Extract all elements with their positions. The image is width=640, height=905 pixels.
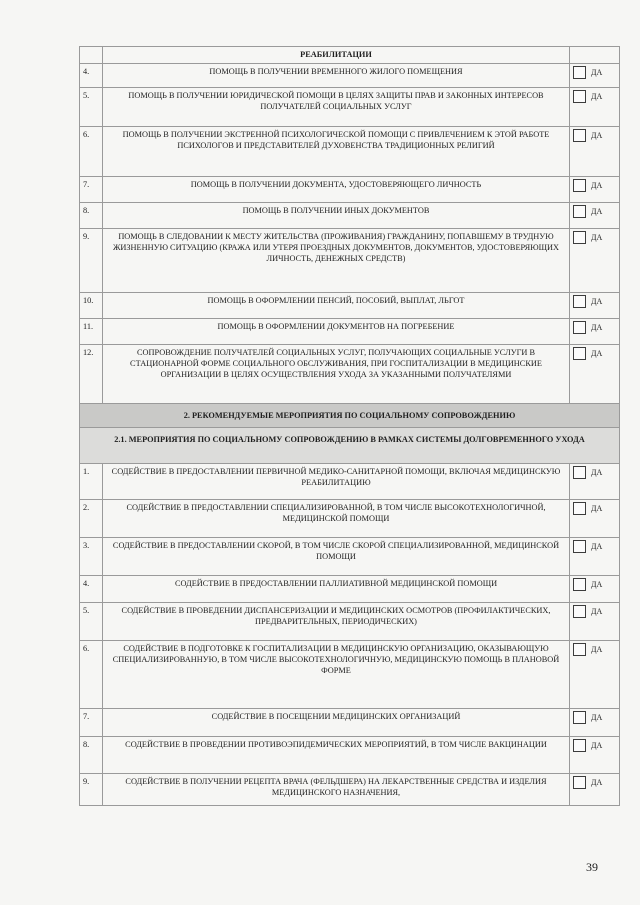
checkbox-cell [570,177,620,203]
table-row [80,64,620,88]
checkbox-cell [570,576,620,603]
checkbox-cell [570,47,620,64]
yes-label: ДА [591,713,603,722]
row-number: 4. [80,64,103,88]
yes-checkbox[interactable] [573,321,586,334]
row-text: ПОМОЩЬ В ПОЛУЧЕНИИ ДОКУМЕНТА, УДОСТОВЕРЯЮЩЕГО ЛИЧНОСТЬ [103,177,570,203]
row-text: ПОМОЩЬ В ОФОРМЛЕНИИ ПЕНСИЙ, ПОСОБИЙ, ВЫПЛАТ, ЛЬГОТ [103,293,570,319]
yes-label: ДА [591,233,603,242]
checkbox-cell [570,319,620,345]
row-number: 8. [80,203,103,229]
table-row [80,709,620,737]
table-row [80,576,620,603]
yes-label: ДА [591,468,603,477]
yes-checkbox[interactable] [573,205,586,218]
checkbox-cell [570,229,620,293]
yes-label: ДА [591,207,603,216]
table-row [80,641,620,709]
row-number: 11. [80,319,103,345]
row-number: 10. [80,293,103,319]
table-row [80,293,620,319]
row-text: СОДЕЙСТВИЕ В ПРЕДОСТАВЛЕНИИ СКОРОЙ, В ТОМ ЧИСЛЕ СКОРОЙ СПЕЦИАЛИЗИРОВАННОЙ, МЕДИЦИНСКОЙ ПОМОЩИ [103,538,570,576]
row-text: СОПРОВОЖДЕНИЕ ПОЛУЧАТЕЛЕЙ СОЦИАЛЬНЫХ УСЛУГ, ПОЛУЧАЮЩИХ СОЦИАЛЬНЫЕ УСЛУГИ В СТАЦИОНАРНОЙ ФОРМЕ СОЦИАЛЬНОГО ОБСЛУЖИВАНИЯ, ПРИ ГОСПИТАЛИЗАЦИИ В МЕДИЦИНСКИЕ ОРГАНИЗАЦИИ В ЦЕЛЯХ ОСУЩЕСТВЛЕНИЯ УХОДА ЗА УКАЗАННЫМИ ПОЛУЧАТЕЛЯМИ [103,345,570,404]
checkbox-cell [570,88,620,127]
services-table [79,46,620,806]
row-text-cell: РЕАБИЛИТАЦИИ [103,47,570,64]
checkbox-cell [570,538,620,576]
yes-checkbox[interactable] [573,502,586,515]
table-row [80,229,620,293]
table-row [80,88,620,127]
section-heading-title: 2. РЕКОМЕНДУЕМЫЕ МЕРОПРИЯТИЯ ПО СОЦИАЛЬНОМУ СОПРОВОЖДЕНИЮ [80,404,620,428]
yes-label: ДА [591,645,603,654]
yes-label: ДА [591,504,603,513]
row-number: 5. [80,88,103,127]
row-text: ПОМОЩЬ В СЛЕДОВАНИИ К МЕСТУ ЖИТЕЛЬСТВА (ПРОЖИВАНИЯ) ГРАЖДАНИНУ, ПОПАВШЕМУ В ТРУДНУЮ ЖИЗНЕННУЮ СИТУАЦИЮ (КРАЖА ИЛИ УТЕРЯ ПРОЕЗДНЫХ ДОКУМЕНТОВ, ДОКУМЕНТОВ, УДОСТОВЕРЯЮЩИХ ЛИЧНОСТЬ, ДЕНЕЖНЫХ СРЕДСТВ) [103,229,570,293]
checkbox-cell [570,127,620,177]
table-row [80,500,620,538]
yes-label: ДА [591,297,603,306]
yes-label: ДА [591,349,603,358]
table-row [80,737,620,774]
row-number: 3. [80,538,103,576]
page-number: 39 [586,860,598,874]
yes-label: ДА [591,741,603,750]
row-text: ПОМОЩЬ В ОФОРМЛЕНИИ ДОКУМЕНТОВ НА ПОГРЕБЕНИЕ [103,319,570,345]
row-number: 4. [80,576,103,603]
row-number-cell [80,47,103,64]
checkbox-cell [570,464,620,500]
yes-checkbox[interactable] [573,739,586,752]
yes-label: ДА [591,181,603,190]
row-text: СОДЕЙСТВИЕ В ПОСЕЩЕНИИ МЕДИЦИНСКИХ ОРГАНИЗАЦИЙ [103,709,570,737]
row-number: 7. [80,709,103,737]
row-text: ПОМОЩЬ В ПОЛУЧЕНИИ ВРЕМЕННОГО ЖИЛОГО ПОМЕЩЕНИЯ [103,64,570,88]
yes-label: ДА [591,92,603,101]
table-row-header [80,47,620,64]
yes-checkbox[interactable] [573,347,586,360]
table-row [80,203,620,229]
checkbox-cell [570,603,620,641]
table-row [80,319,620,345]
checkbox-cell [570,774,620,806]
table-row [80,774,620,806]
row-text: СОДЕЙСТВИЕ В ПРОВЕДЕНИИ ДИСПАНСЕРИЗАЦИИ И МЕДИЦИНСКИХ ОСМОТРОВ (ПРОФИЛАКТИЧЕСКИХ, ПРЕДВАРИТЕЛЬНЫХ, ПЕРИОДИЧЕСКИХ) [103,603,570,641]
checkbox-cell [570,737,620,774]
yes-label: ДА [591,323,603,332]
yes-checkbox[interactable] [573,711,586,724]
checkbox-cell [570,293,620,319]
yes-checkbox[interactable] [573,90,586,103]
yes-label: ДА [591,607,603,616]
yes-label: ДА [591,580,603,589]
row-number: 5. [80,603,103,641]
row-number: 7. [80,177,103,203]
yes-checkbox[interactable] [573,605,586,618]
row-number: 2. [80,500,103,538]
row-number: 12. [80,345,103,404]
table-row [80,345,620,404]
row-number: 6. [80,127,103,177]
yes-label: ДА [591,542,603,551]
row-number: 9. [80,774,103,806]
table-body [80,47,620,806]
checkbox-cell [570,64,620,88]
checkbox-cell [570,641,620,709]
table-row [80,177,620,203]
yes-checkbox[interactable] [573,66,586,79]
yes-checkbox[interactable] [573,231,586,244]
yes-label: ДА [591,131,603,140]
yes-label: ДА [591,68,603,77]
row-number: 8. [80,737,103,774]
row-text: СОДЕЙСТВИЕ В ПРОВЕДЕНИИ ПРОТИВОЭПИДЕМИЧЕСКИХ МЕРОПРИЯТИЙ, В ТОМ ЧИСЛЕ ВАКЦИНАЦИИ [103,737,570,774]
row-text: СОДЕЙСТВИЕ В ПОЛУЧЕНИИ РЕЦЕПТА ВРАЧА (ФЕЛЬДШЕРА) НА ЛЕКАРСТВЕННЫЕ СРЕДСТВА И ИЗДЕЛИЯ МЕДИЦИНСКОГО НАЗНАЧЕНИЯ, [103,774,570,806]
yes-checkbox[interactable] [573,466,586,479]
row-text: ПОМОЩЬ В ПОЛУЧЕНИИ ЭКСТРЕННОЙ ПСИХОЛОГИЧЕСКОЙ ПОМОЩИ С ПРИВЛЕЧЕНИЕМ К ЭТОЙ РАБОТЕ ПСИХОЛОГОВ И ПРЕДСТАВИТЕЛЕЙ ДУХОВЕНСТВА ТРАДИЦИОННЫХ РЕЛИГИЙ [103,127,570,177]
yes-checkbox[interactable] [573,540,586,553]
subsection-heading [80,428,620,464]
table-row [80,538,620,576]
checkbox-cell [570,709,620,737]
yes-checkbox[interactable] [573,295,586,308]
section-heading [80,404,620,428]
yes-checkbox[interactable] [573,776,586,789]
row-number: 9. [80,229,103,293]
row-number: 1. [80,464,103,500]
row-text: ПОМОЩЬ В ПОЛУЧЕНИИ ЮРИДИЧЕСКОЙ ПОМОЩИ В ЦЕЛЯХ ЗАЩИТЫ ПРАВ И ЗАКОННЫХ ИНТЕРЕСОВ ПОЛУЧАТЕЛЕЙ СОЦИАЛЬНЫХ УСЛУГ [103,88,570,127]
row-text: СОДЕЙСТВИЕ В ПРЕДОСТАВЛЕНИИ ПЕРВИЧНОЙ МЕДИКО-САНИТАРНОЙ ПОМОЩИ, ВКЛЮЧАЯ МЕДИЦИНСКУЮ РЕАБИЛИТАЦИЮ [103,464,570,500]
row-text: СОДЕЙСТВИЕ В ПРЕДОСТАВЛЕНИИ ПАЛЛИАТИВНОЙ МЕДИЦИНСКОЙ ПОМОЩИ [103,576,570,603]
checkbox-cell [570,500,620,538]
row-text: ПОМОЩЬ В ПОЛУЧЕНИИ ИНЫХ ДОКУМЕНТОВ [103,203,570,229]
table-row [80,464,620,500]
yes-checkbox[interactable] [573,643,586,656]
checkbox-cell [570,203,620,229]
row-text: СОДЕЙСТВИЕ В ПРЕДОСТАВЛЕНИИ СПЕЦИАЛИЗИРОВАННОЙ, В ТОМ ЧИСЛЕ ВЫСОКОТЕХНОЛОГИЧНОЙ, МЕДИЦИНСКОЙ ПОМОЩИ [103,500,570,538]
table-row [80,127,620,177]
row-number: 6. [80,641,103,709]
table-row [80,603,620,641]
yes-checkbox[interactable] [573,578,586,591]
checkbox-cell [570,345,620,404]
yes-checkbox[interactable] [573,179,586,192]
yes-checkbox[interactable] [573,129,586,142]
subsection-heading-title: 2.1. МЕРОПРИЯТИЯ ПО СОЦИАЛЬНОМУ СОПРОВОЖДЕНИЮ В РАМКАХ СИСТЕМЫ ДОЛГОВРЕМЕННОГО УХОДА [80,428,620,464]
yes-label: ДА [591,778,603,787]
row-text: СОДЕЙСТВИЕ В ПОДГОТОВКЕ К ГОСПИТАЛИЗАЦИИ В МЕДИЦИНСКУЮ ОРГАНИЗАЦИЮ, ОКАЗЫВАЮЩУЮ СПЕЦИАЛИЗИРОВАННУЮ, В ТОМ ЧИСЛЕ ВЫСОКОТЕХНОЛОГИЧНУЮ, МЕДИЦИНСКУЮ ПОМОЩЬ В ПЛАНОВОЙ ФОРМЕ [103,641,570,709]
